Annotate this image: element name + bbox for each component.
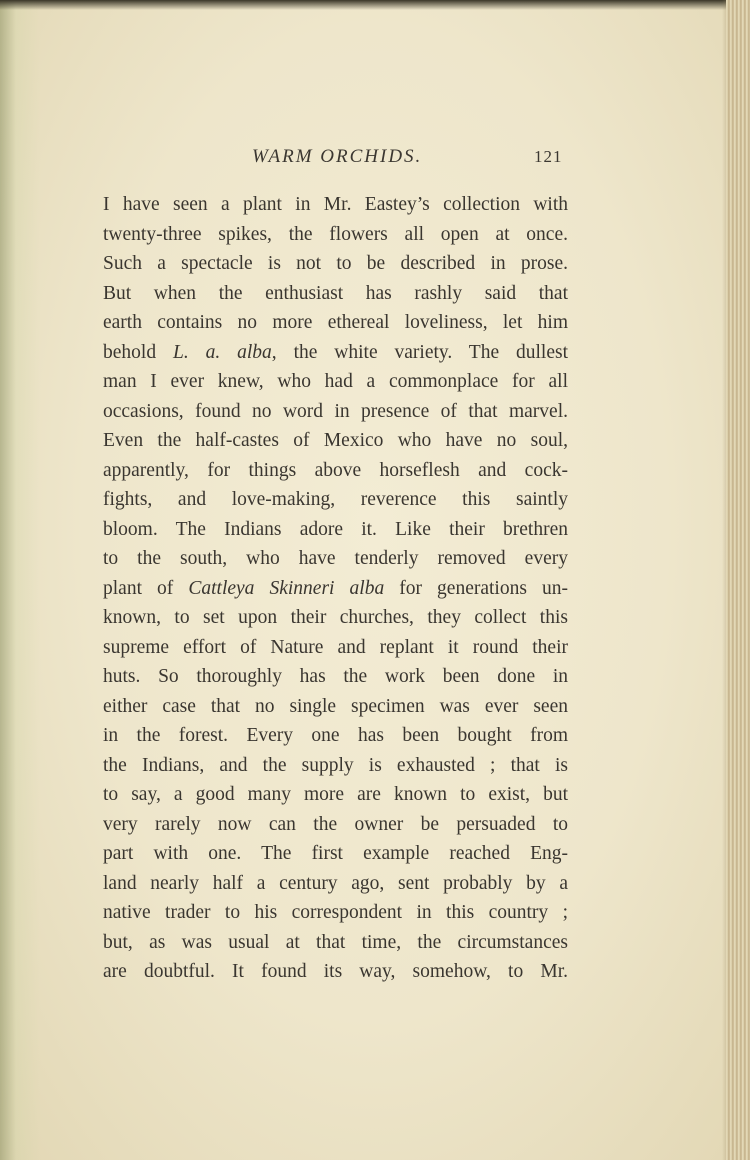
text-segment: either case that no single specimen was ever seen [103, 695, 568, 717]
text-line [103, 957, 568, 987]
text-segment: plant of [103, 577, 189, 599]
text-segment: twenty-three spikes, the flowers all open at once. [103, 223, 568, 245]
italic-text: Cattleya Skinneri alba [188, 577, 385, 599]
running-head-title: WARM ORCHIDS. [252, 146, 423, 167]
text-segment: supreme effort of Nature and replant it round their [103, 636, 568, 658]
text-segment: behold [103, 341, 173, 363]
text-line [103, 928, 568, 958]
text-line [103, 603, 568, 633]
text-line [103, 515, 568, 545]
text-line [103, 751, 568, 781]
text-segment: apparently, for things above horseflesh and cock- [103, 459, 568, 481]
text-line [103, 456, 568, 486]
text-segment: Even the half-castes of Mexico who have no soul, [103, 430, 568, 451]
body-text [103, 190, 568, 987]
text-segment: to say, a good many more are known to exist, but [103, 784, 568, 805]
italic-text: L. a. alba [172, 341, 272, 363]
text-segment: man I ever knew, who had a commonplace for all [103, 371, 568, 392]
text-segment: I have seen a plant in Mr. Eastey’s collection with [103, 194, 568, 215]
text-line [103, 485, 568, 515]
text-line [103, 249, 568, 279]
text-segment: but, as was usual at that time, the circumstances [103, 931, 568, 953]
text-line [103, 898, 568, 928]
text-segment: in the forest. Every one has been bought from [103, 725, 568, 746]
text-line [103, 692, 568, 722]
text-line [103, 426, 568, 456]
text-line [103, 633, 568, 663]
text-segment: for generations un- [384, 577, 568, 599]
text-line [103, 279, 568, 309]
text-segment: native trader to his correspondent in this country ; [103, 902, 568, 923]
text-segment: fights, and love-making, reverence this saintly [103, 489, 568, 510]
text-segment: to the south, who have tenderly removed every [103, 548, 568, 569]
text-segment: bloom. The Indians adore it. Like their brethren [103, 518, 568, 540]
text-line [103, 721, 568, 751]
text-segment: earth contains no more ethereal loveliness, let him [103, 312, 568, 333]
page-number: 121 [534, 147, 563, 166]
text-line [103, 220, 568, 250]
running-head [0, 146, 750, 176]
text-line [103, 780, 568, 810]
text-line [103, 810, 568, 840]
text-line [103, 544, 568, 574]
text-segment: are doubtful. It found its way, somehow, to Mr. [103, 961, 568, 982]
page-top-edge [0, 0, 750, 10]
text-line [103, 308, 568, 338]
text-segment: occasions, found no word in presence of that marvel. [103, 400, 568, 422]
text-line [103, 397, 568, 427]
text-segment: part with one. The first example reached Eng- [103, 843, 568, 864]
text-segment: Such a spectacle is not to be described in prose. [103, 253, 568, 274]
text-line [103, 869, 568, 899]
text-segment: known, to set upon their churches, they collect this [103, 607, 568, 628]
text-segment: But when the enthusiast has rashly said that [103, 282, 568, 304]
text-segment: , the white variety. The dullest [271, 341, 569, 363]
text-line [103, 367, 568, 397]
text-segment: very rarely now can the owner be persuaded to [103, 813, 568, 835]
text-line [103, 190, 568, 220]
text-line [103, 338, 568, 368]
text-segment: the Indians, and the supply is exhausted ; that is [103, 754, 568, 776]
text-line [103, 662, 568, 692]
text-segment: land nearly half a century ago, sent probably by a [103, 872, 568, 894]
text-line [103, 574, 568, 604]
text-segment: huts. So thoroughly has the work been done in [103, 666, 568, 687]
text-line [103, 839, 568, 869]
